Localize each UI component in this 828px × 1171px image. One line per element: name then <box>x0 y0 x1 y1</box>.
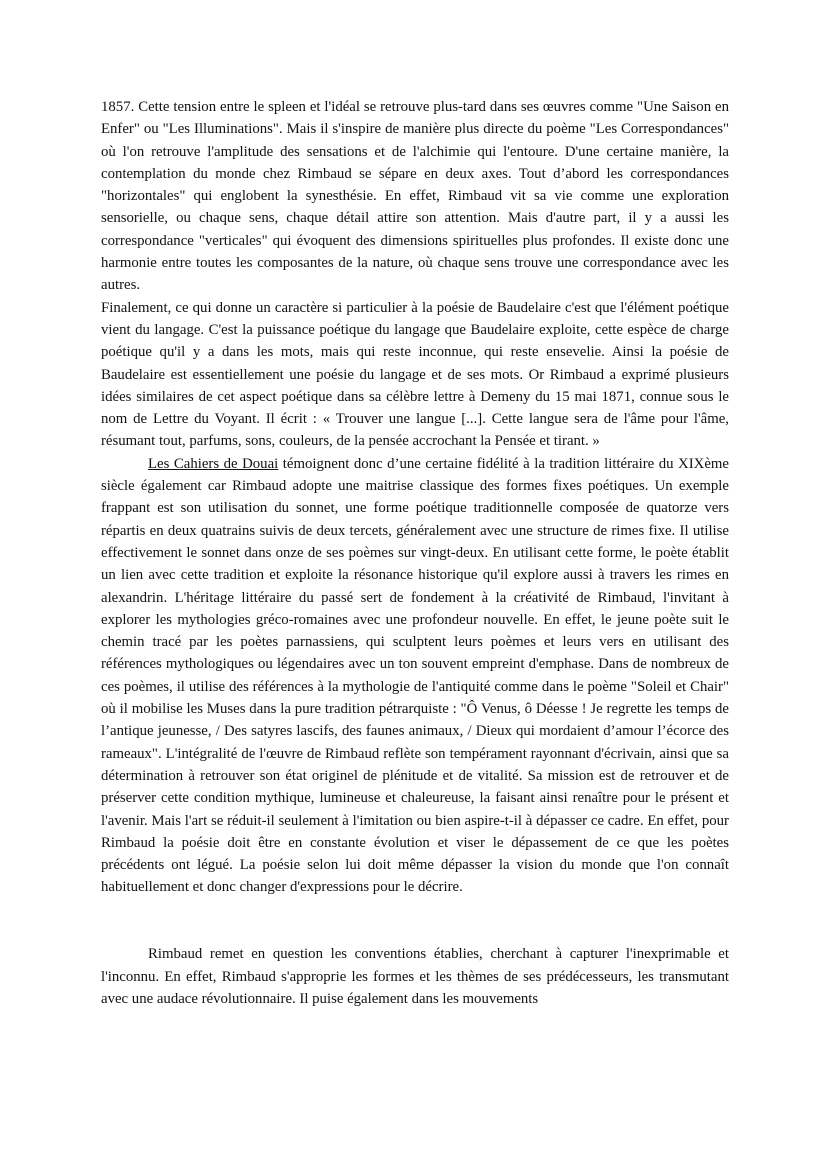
paragraph: Finalement, ce qui donne un caractère si particulier à la poésie de Baudelaire c'est que l'élément poétique vient du langage. C'est la puissance poétique du langage que Baudelaire exploite, cette espèce de charge poétique qu'il y a dans les mots, mais qui reste inconnue, qui reste ensevelie. Ainsi la poésie de Baudelaire est essentiellement une poésie du langage et de ses mots. Or Rimbaud a exprimé plusieurs idées similaires de cet aspect poétique dans sa célèbre lettre à Demeny du 15 mai 1871, connue sous le nom de Lettre du Voyant. Il écrit : « Trouver une langue [...]. Cette langue sera de l'âme pour l'âme, résumant tout, parfums, sons, couleurs, de la pensée accrochant la Pensée et tirant. » <box>101 299 729 450</box>
paragraph-text: témoignent donc d’une certaine fidélité à la tradition littéraire du XIXème siècle également car Rimbaud adopte une maitrise classique des formes fixes poétiques. Un exemple frappant est son utilisation du sonnet, une forme poétique traditionnelle composée de quatorze vers répartis en deux quatrains suivis de deux tercets, généralement avec une structure de rimes fixe. Il utilise effectivement le sonnet dans onze de ses poèmes sur vingt-deux. En utilisant cette forme, le poète établit un lien avec cette tradition et exploite la résonance historique qu'il explore aussi à travers les rimes en alexandrin. L'héritage littéraire du passé sert de fondement à la créativité de Rimbaud, l'invitant à explorer les mythologies gréco-romaines avec une profondeur nouvelle. En effet, le jeune poète suit le chemin tracé par les poètes parnassiens, qui sculptent leurs poèmes et leurs vers en utilisant des références mythologiques ou légendaires avec un ton souvent empreint d'emphase. Dans de nombreux de ces poèmes, il utilise des références à la mythologie de l'antiquité comme dans le poème "Soleil et Chair" où il mobilise les Muses dans la pure tradition pétrarquiste : "Ô Venus, ô Déesse ! Je regrette les temps de l’antique jeunesse, / Des satyres lascifs, des faunes animaux, / Dieux qui mordaient d’amour l’écorce des rameaux". L'intégralité de l'œuvre de Rimbaud reflète son tempérament rayonnant d'écrivain, ainsi que sa détermination à retrouver son état originel de plénitude et de vitalité. Sa mission est de retrouver et de préserver cette condition mythique, lumineuse et chaleureuse, la faisant ainsi renaître pour le présent et l'avenir. Mais l'art se réduit-il seulement à l'imitation ou bien aspire-t-il à dépasser ce cadre. En effet, pour Rimbaud la poésie doit être en constante évolution et viser le dépassement de ce que les poètes précédents ont légué. La poésie selon lui doit même dépasser la vision du monde que l'on connaît habituellement et donc changer d'expressions pour le décrire. <box>101 455 729 896</box>
work-title: Les Cahiers de Douai <box>148 455 279 472</box>
paragraph: Rimbaud remet en question les conventions établies, cherchant à capturer l'inexprimable et l'inconnu. En effet, Rimbaud s'approprie les formes et les thèmes de ses prédécesseurs, les transmutant avec une audace révolutionnaire. Il puise également dans les mouvements <box>101 946 729 1007</box>
document-page <box>101 96 729 1010</box>
paragraph <box>101 453 729 899</box>
paragraph: 1857. Cette tension entre le spleen et l'idéal se retrouve plus-tard dans ses œuvres comme "Une Saison en Enfer" ou "Les Illuminations". Mais il s'inspire de manière plus directe du poème "Les Correspondances" où l'on retrouve l'amplitude des sensations et de l'alchimie qui l'entoure. D'une certaine manière, la contemplation du monde chez Rimbaud se sépare en deux axes. Tout d’abord les correspondances "horizontales" qui englobent la synesthésie. En effet, Rimbaud vit sa vie comme une exploration sensorielle, ou chaque sens, chaque détail attire son attention. Mais d'autre part, il y a aussi les correspondance "verticales" qui évoquent des dimensions spirituelles plus profondes. Il existe donc une harmonie entre toutes les composantes de la nature, où chaque sens trouve une correspondance avec les autres. <box>101 99 729 294</box>
